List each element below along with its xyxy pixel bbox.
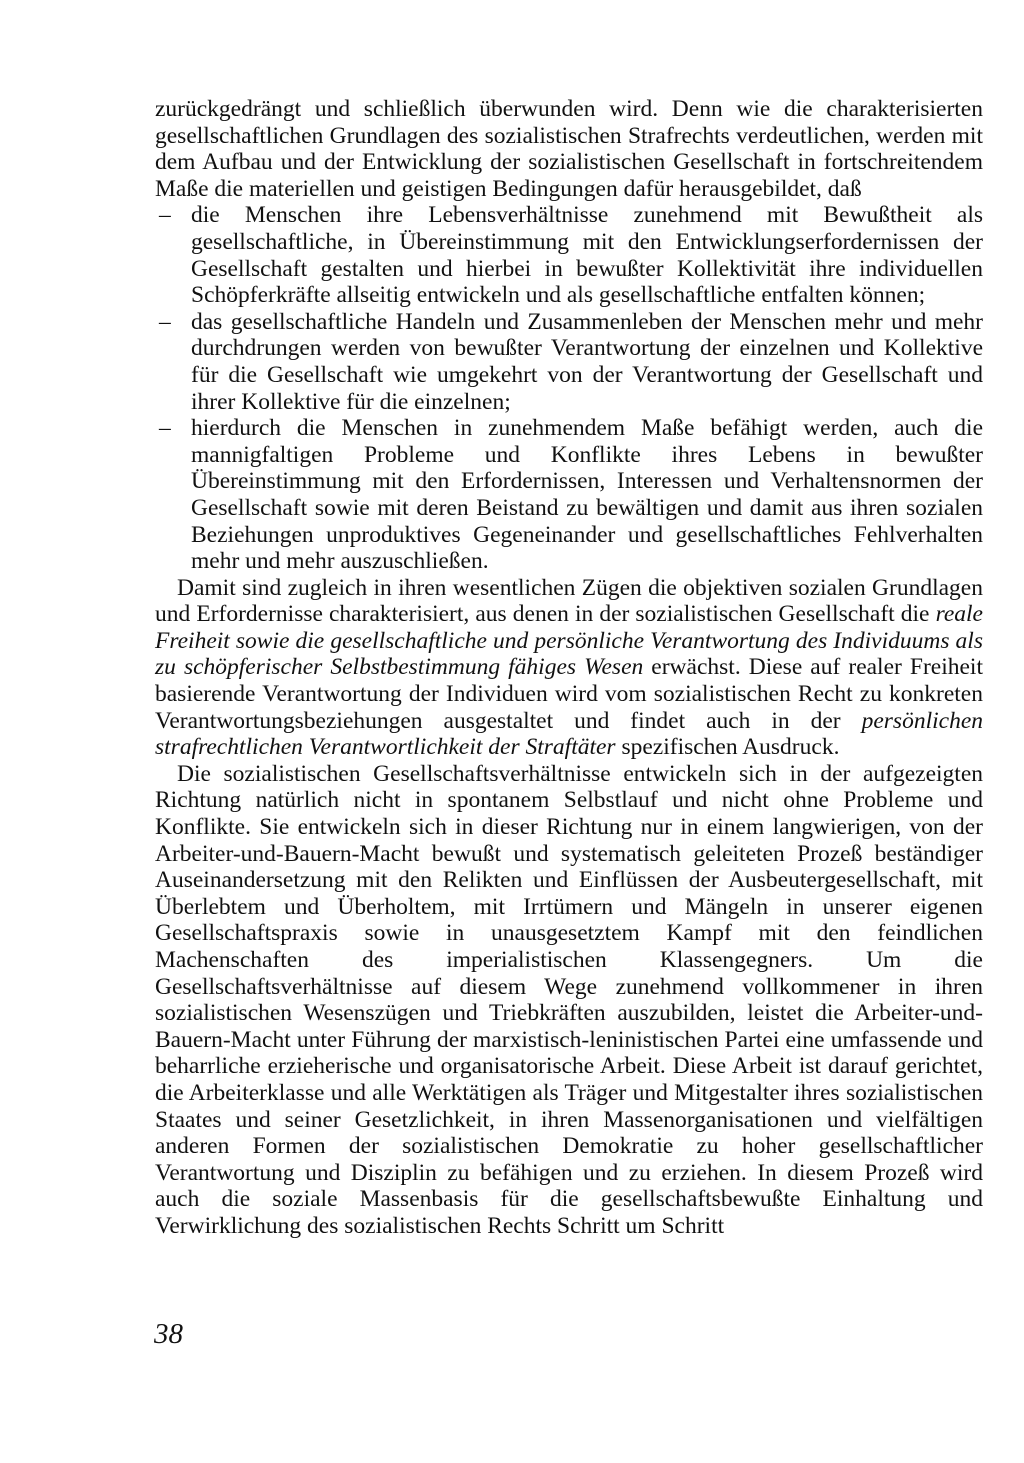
bullet-text: hierdurch die Menschen in zunehmendem Maße befähigt werden, auch die mannigfaltigen Probleme und Konflikte ihres Lebens in bewußter Übereinstimmung mit den Erfordernissen, Interessen und Verhaltensnormen der Gesellschaft sowie mit deren Beistand zu bewältigen und damit aus ihren sozialen Beziehungen unproduktives Gegeneinander und gesellschaftliches Fehlverhalten mehr und mehr auszuschließen.: [191, 415, 983, 575]
bullet-item: [155, 202, 983, 308]
intro-paragraph: zurückgedrängt und schließlich überwunden wird. Denn wie die charakterisierten gesellschaftlichen Grundlagen des sozialistischen Strafrechts verdeutlichen, werden mit dem Aufbau und der Entwicklung der sozialistischen Gesellschaft in fortschreitendem Maße die materiellen und geistigen Bedingungen dafür herausgebildet, daß: [155, 96, 983, 202]
text-run: erwächst. Diese auf realer Freiheit basierende Verantwortung der Individuen wird vom sozialistischen Recht zu konkreten Verantwortungsbeziehungen ausgestaltet und findet auch in der: [155, 654, 983, 734]
document-page: [155, 96, 983, 1240]
emphasis-responsibility: persönlichen strafrechtlichen Verantwortlichkeit der Straftäter: [155, 707, 983, 761]
bullet-dash: –: [159, 415, 171, 442]
freedom-paragraph: [155, 575, 983, 761]
bullet-dash: –: [159, 308, 171, 335]
bullet-item: [155, 415, 983, 575]
text-run: Damit sind zugleich in ihren wesentlichen Zügen die objektiven sozialen Grundlagen und Erfordernisse charakterisiert, aus denen in der sozialistischen Gesellschaft die: [155, 574, 983, 628]
bullet-dash: –: [159, 202, 171, 229]
bullet-text: die Menschen ihre Lebensverhältnisse zunehmend mit Bewußtheit als gesellschaftliche, in Übereinstimmung mit den Entwicklungserfordernissen der Gesellschaft gestalten und hierbei in bewußter Kollektivität ihre individuellen Schöpferkräfte allseitig entwickeln und als gesellschaftliche entfalten können;: [191, 202, 983, 309]
text-run: spezifischen Ausdruck.: [615, 734, 840, 761]
development-paragraph: Die sozialistischen Gesellschaftsverhältnisse entwickeln sich in der aufgezeigten Richtung natürlich nicht in spontanem Selbstlauf und nicht ohne Probleme und Konflikte. Sie entwickeln sich in dieser Richtung nur in einem langwierigen, von der Arbeiter-und-Bauern-Macht bewußt und systematisch geleiteten Prozeß beständiger Auseinandersetzung mit den Relikten und Einflüssen der Ausbeutergesellschaft, mit Überlebtem und Überholtem, mit Irrtümern und Mängeln in unserer eigenen Gesellschaftspraxis sowie in unausgesetztem Kampf mit den feindlichen Machenschaften des imperialistischen Klassengegners. Um die Gesellschaftsverhältnisse auf diesem Wege zunehmend vollkommener in ihren sozialistischen Wesenszügen und Triebkräften auszubilden, leistet die Arbeiter-und-Bauern-Macht unter Führung der marxistisch-leninistischen Partei eine umfassende und beharrliche erzieherische und organisatorische Arbeit. Diese Arbeit ist darauf gerichtet, die Arbeiterklasse und alle Werktätigen als Träger und Mitgestalter ihres sozialistischen Staates und seiner Gesetzlichkeit, in ihren Massenorganisationen und vielfältigen anderen Formen der sozialistischen Demokratie zu hoher gesellschaftlicher Verantwortung und Disziplin zu befähigen und zu erziehen. In diesem Prozeß wird auch die soziale Massenbasis für die gesellschaftsbewußte Einhaltung und Verwirklichung des sozialistischen Rechts Schritt um Schritt: [155, 760, 983, 1239]
bullet-item: [155, 309, 983, 415]
page-number: 38: [154, 1318, 183, 1350]
bullet-text: das gesellschaftliche Handeln und Zusammenleben der Menschen mehr und mehr durchdrungen werden von bewußter Verantwortung der einzelnen und Kollektive für die Gesellschaft wie umgekehrt von der Verantwortung der Gesellschaft und ihrer Kollektive für die einzelnen;: [191, 308, 983, 415]
emphasis-freedom: reale Freiheit sowie die gesellschaftliche und persönliche Verantwortung des Individuums als zu schöpferischer Selbstbestimmung fähiges Wesen: [155, 601, 983, 681]
bullet-list: [155, 202, 983, 574]
